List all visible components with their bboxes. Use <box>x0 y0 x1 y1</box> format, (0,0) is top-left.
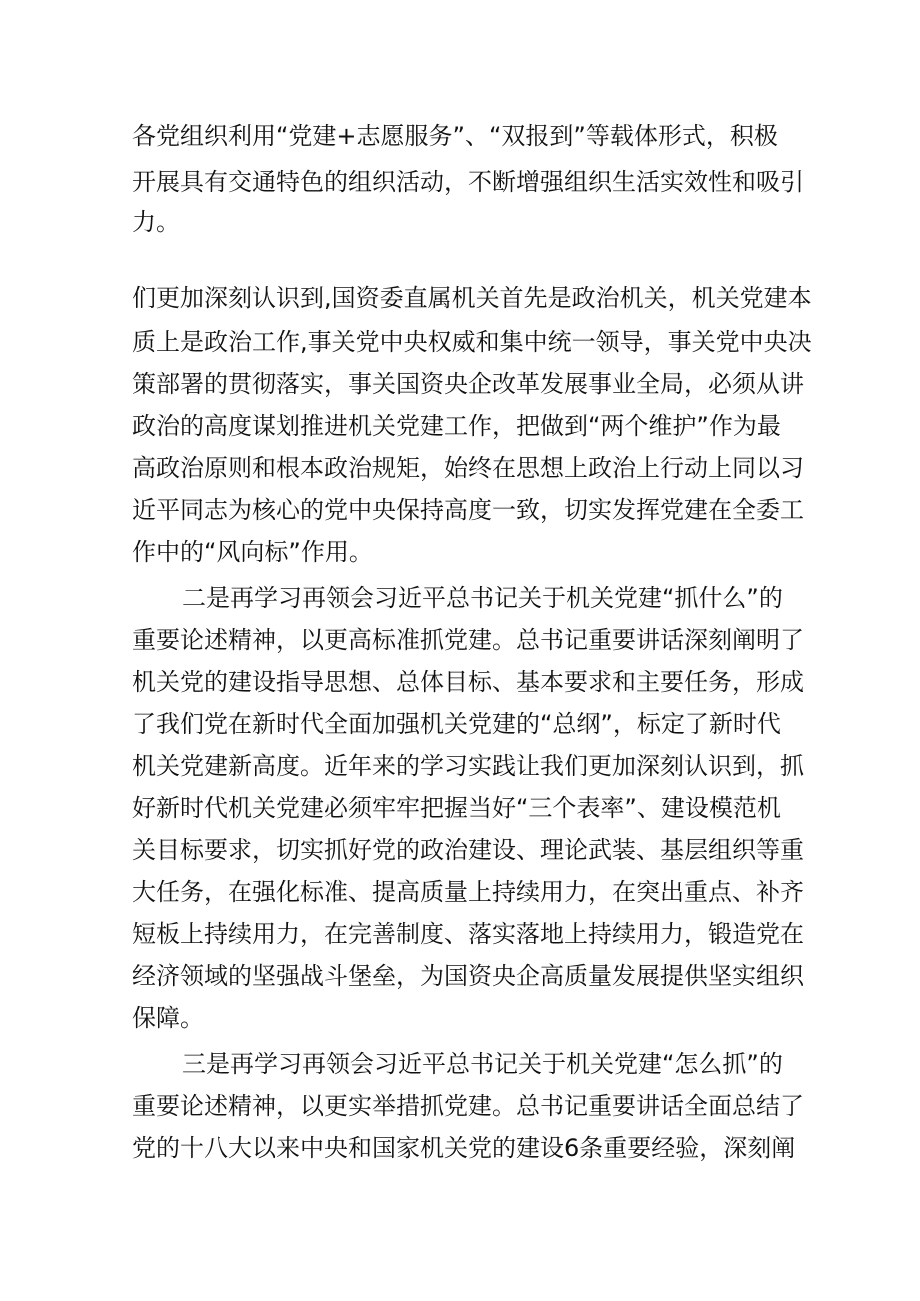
paragraph-2-line-2: 质上是政治工作,事关党中央权威和集中统一领导，事关党中央决 <box>132 328 812 356</box>
paragraph-3-line-11: 保障。 <box>132 1004 204 1032</box>
paragraph-3-line-6: 好新时代机关党建必须牢牢把握当好“三个表率”、建设模范机 <box>132 794 781 822</box>
paragraph-3-line-3: 机关党的建设指导思想、总体目标、基本要求和主要任务，形成 <box>132 668 804 696</box>
paragraph-4-line-2: 重要论述精神，以更实举措抓党建。总书记重要讲话全面总结了 <box>132 1092 804 1120</box>
paragraph-2-line-5: 高政治原则和根本政治规矩，始终在思想上政治上行动上同以习 <box>132 454 804 482</box>
paragraph-2-line-7: 作中的“风向标”作用。 <box>132 538 373 566</box>
paragraph-3-line-5: 机关党建新高度。近年来的学习实践让我们更加深刻认识到，抓 <box>132 752 804 780</box>
paragraph-2-line-1: 们更加深刻认识到,国资委直属机关首先是政治机关，机关党建本 <box>132 284 812 312</box>
paragraph-3-line-1: 二是再学习再领会习近平总书记关于机关党建“抓什么”的 <box>182 584 783 612</box>
paragraph-3-line-8: 大任务，在强化标准、提高质量上持续用力，在突出重点、补齐 <box>132 878 804 906</box>
paragraph-4-line-3: 党的十八大以来中央和国家机关党的建设6条重要经验，深刻阐 <box>132 1134 796 1162</box>
paragraph-3-line-2: 重要论述精神，以更高标准抓党建。总书记重要讲话深刻阐明了 <box>132 626 804 654</box>
paragraph-3-line-4: 了我们党在新时代全面加强机关党建的“总纲”，标定了新时代 <box>132 710 781 738</box>
paragraph-2-line-4: 政治的高度谋划推进机关党建工作，把做到“两个维护”作为最 <box>132 412 781 440</box>
paragraph-2-line-3: 策部署的贯彻落实，事关国资央企改革发展事业全局，必须从讲 <box>132 370 804 398</box>
paragraph-1-line-1: 各党组织利用“党建+志愿服务”、“双报到”等载体形式，积极 <box>132 122 778 150</box>
paragraph-2-line-6: 近平同志为核心的党中央保持高度一致，切实发挥党建在全委工 <box>132 496 804 524</box>
paragraph-1-line-3: 力。 <box>132 208 180 236</box>
paragraph-3-line-9: 短板上持续用力，在完善制度、落实落地上持续用力，锻造党在 <box>132 920 804 948</box>
paragraph-3-line-7: 关目标要求，切实抓好党的政治建设、理论武装、基层组织等重 <box>132 836 804 864</box>
paragraph-3-line-10: 经济领域的坚强战斗堡垒，为国资央企高质量发展提供坚实组织 <box>132 962 804 990</box>
paragraph-1-line-2: 开展具有交通特色的组织活动，不断增强组织生活实效性和吸引 <box>132 168 804 196</box>
paragraph-4-line-1: 三是再学习再领会习近平总书记关于机关党建“怎么抓”的 <box>182 1050 783 1078</box>
